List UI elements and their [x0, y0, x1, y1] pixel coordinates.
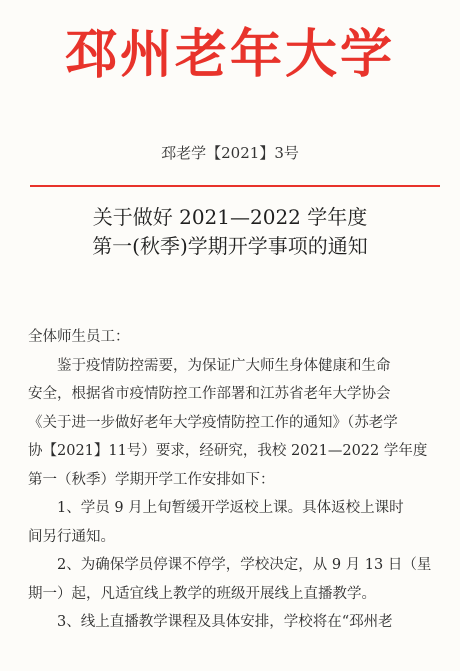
notice-title-line-1: 关于做好 2021—2022 学年度 — [92, 205, 368, 229]
notice-title-line-2: 第一(秋季)学期开学事项的通知 — [92, 234, 368, 258]
red-divider-line — [30, 185, 440, 187]
document-number: 邳老学【2021】3号 — [161, 144, 299, 162]
body-line: 鉴于疫情防控需要，为保证广大师生身体健康和生命 — [57, 357, 391, 374]
notice-body — [28, 323, 448, 637]
body-line: 第一（秋季）学期开学工作安排如下： — [28, 471, 275, 488]
body-line: 3、线上直播教学课程及具体安排，学校将在“邳州老 — [57, 614, 393, 630]
body-line: 安全，根据省市疫情防控工作部署和江苏省老年大学协会 — [28, 386, 391, 402]
body-line: 期一）起，凡适宜线上教学的班级开展线上直播教学。 — [28, 585, 376, 602]
body-line: 协【2021】11号）要求，经研究，我校 2021—2022 学年度 — [28, 443, 428, 459]
masthead-title: 邳州老年大学 — [64, 25, 395, 85]
body-line: 间另行通知。 — [28, 528, 115, 545]
salutation: 全体师生员工： — [28, 329, 130, 345]
body-line: 《关于进一步做好老年大学疫情防控工作的通知》（苏老学 — [28, 414, 398, 431]
body-line: 2、为确保学员停课不停学，学校决定，从 9 月 13 日（星 — [57, 557, 432, 573]
body-line: 1、学员 9 月上旬暂缓开学返校上课。具体返校上课时 — [57, 500, 404, 516]
